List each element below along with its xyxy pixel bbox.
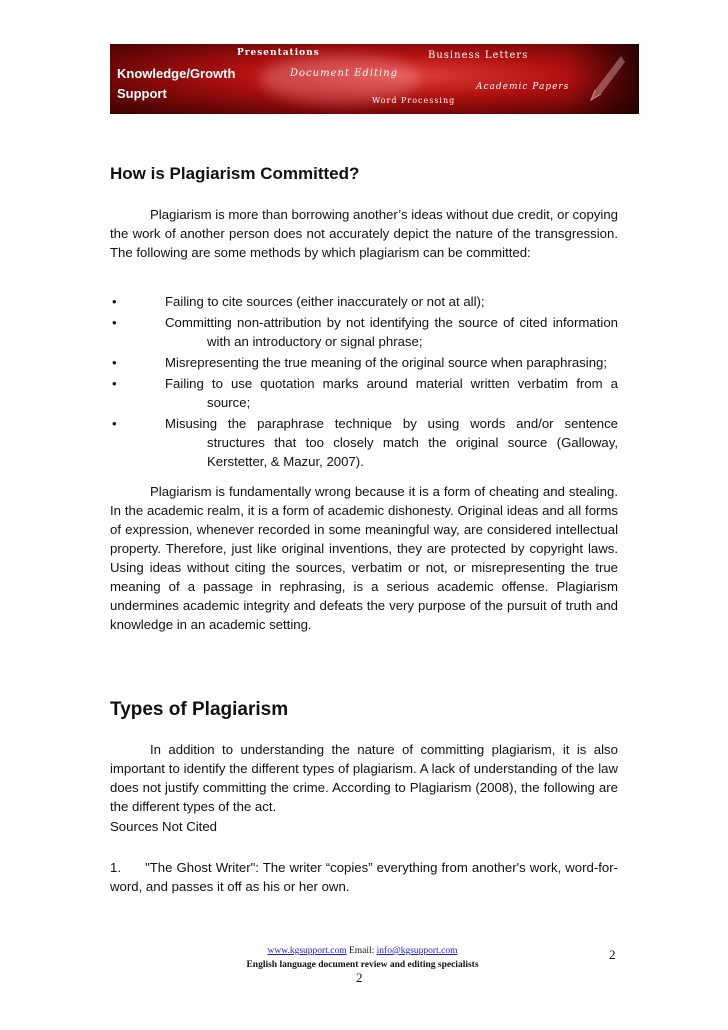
footer-tagline: English language document review and editing specialists (246, 960, 479, 970)
list-item-text: Committing non-attribution by not identifying the source of cited information with an introductory or signal phrase; (165, 315, 618, 349)
list-item (110, 374, 618, 412)
list-item (110, 292, 618, 311)
website-link[interactable]: www.kgsupport.com (267, 946, 347, 956)
list-item (110, 414, 618, 471)
list-item (110, 353, 618, 372)
page-footer (200, 944, 525, 972)
header-banner (110, 44, 639, 114)
service-academic-papers: Academic Papers (476, 82, 570, 92)
conclusion-paragraph: Plagiarism is fundamentally wrong because it is a form of cheating and stealing. In the academic realm, it is a form of academic dishonesty. Original ideas and all forms of expression, whenever recorded in some meaningful way, are considered intellectual property. Therefore, just like original inventions, they are protected by copyright laws. Using ideas without citing the sources, verbatim or not, or misrepresenting the true meaning of a passage in rephrasing, is a serious academic offense. Plagiarism undermines academic integrity and defeats the very purpose of the pursuit of truth and knowledge in an academic setting. (110, 484, 618, 632)
service-business-letters: Business Letters (428, 50, 529, 61)
bullet-icon: • (112, 416, 117, 431)
list-item-text: Failing to use quotation marks around material written verbatim from a source; (165, 376, 618, 410)
bullet-icon: • (112, 376, 117, 391)
bullet-icon: • (112, 315, 117, 330)
email-link[interactable]: info@kgsupport.com (376, 946, 458, 956)
brand-name-line2: Support (117, 86, 167, 101)
page-number-center: 2 (356, 970, 363, 985)
section-heading-types-of-plagiarism: Types of Plagiarism (110, 699, 289, 720)
brand-name-line1: Knowledge/Growth (117, 66, 236, 81)
section-heading-plagiarism-committed: How is Plagiarism Committed? (110, 164, 360, 183)
types-intro-paragraph: In addition to understanding the nature of committing plagiarism, it is also important to identify the different types of plagiarism. A lack of understanding of the law does not justify committing the crime. According to Plagiarism (2008), the following are the different types of the act. (110, 742, 618, 814)
list-item (110, 313, 618, 351)
ghost-writer-item: 1. "The Ghost Writer": The writer “copies” everything from another's work, word-for-word, and passes it off as his or her own. (110, 860, 618, 894)
intro-paragraph: Plagiarism is more than borrowing another’s ideas without due credit, or copying the work of another person does not accurately depict the nature of the transgression. The following are some methods by which plagiarism can be committed: (110, 207, 618, 260)
service-document-editing: Document Editing (290, 68, 399, 79)
footer-contact-line (200, 944, 525, 958)
service-word-processing: Word Processing (372, 96, 456, 105)
email-label: Email: (346, 946, 377, 956)
bullet-icon: • (112, 355, 117, 370)
page-number-right: 2 (609, 947, 616, 962)
list-item-text: Failing to cite sources (either inaccurately or not at all); (165, 294, 485, 309)
subheading-sources-not-cited: Sources Not Cited (110, 819, 218, 834)
list-item-text: Misusing the paraphrase technique by using words and/or sentence structures that too closely match the original source (Galloway, Kerstetter, & Mazur, 2007). (165, 416, 618, 469)
methods-list (110, 292, 618, 473)
service-presentations: Presentations (237, 48, 320, 58)
bullet-icon: • (112, 294, 117, 309)
fountain-pen-icon (581, 52, 629, 106)
list-item-text: Misrepresenting the true meaning of the original source when paraphrasing; (165, 355, 608, 370)
